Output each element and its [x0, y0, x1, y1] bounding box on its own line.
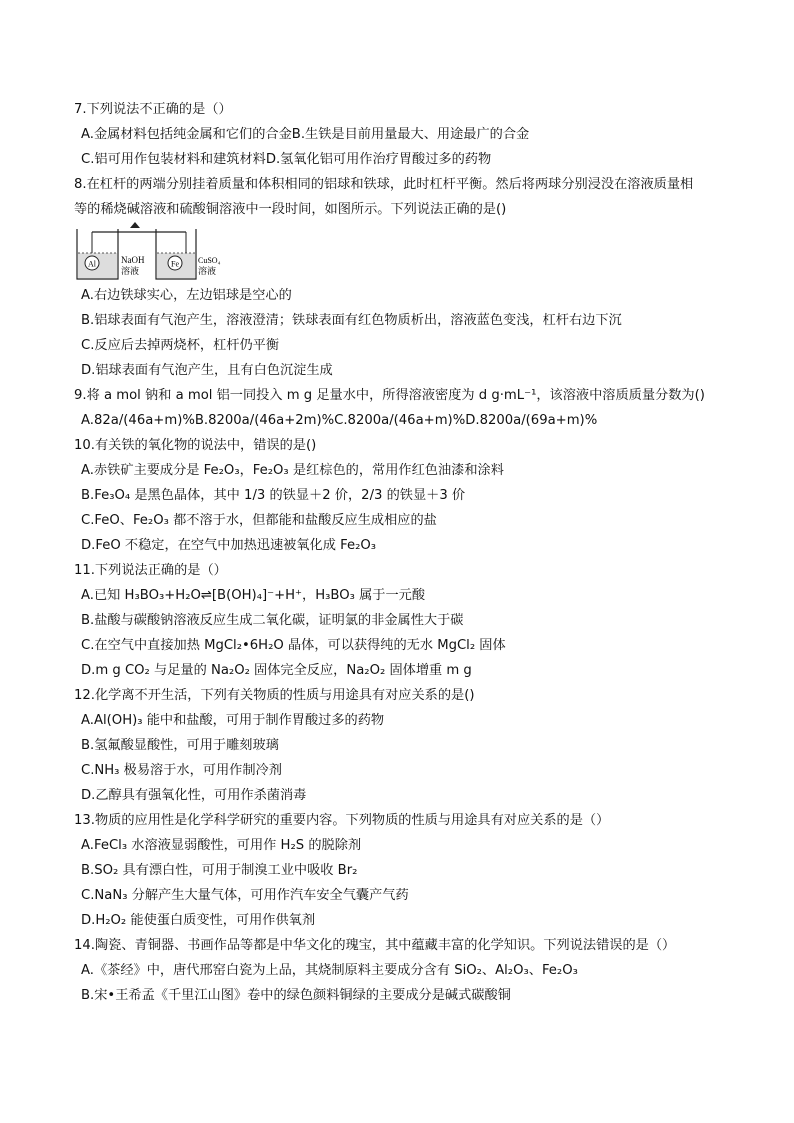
question-14-option-a: A.《茶经》中，唐代邢窑白瓷为上品，其烧制原料主要成分含有 SiO₂、Al₂O₃、Fe₂O₃ — [81, 963, 578, 978]
question-11-option-b: B.盐酸与碳酸钠溶液反应生成二氧化碳，证明氯的非金属性大于碳 — [81, 613, 464, 628]
right-ball-label: Fe — [171, 259, 179, 269]
question-11-option-d: D.m g CO₂ 与足量的 Na₂O₂ 固体完全反应，Na₂O₂ 固体增重 m g — [81, 663, 472, 678]
question-8-stem: 8.在杠杆的两端分别挂着质量和体积相同的铝球和铁球，此时杠杆平衡。然后将两球分别浸没在溶液质量相 — [74, 177, 694, 192]
question-8-stem-continued: 等的稀烧碱溶液和硫酸铜溶液中一段时间，如图所示。下列说法正确的是() — [74, 202, 507, 217]
question-12-option-d: D.乙醇具有强氧化性，可用作杀菌消毒 — [81, 788, 307, 803]
question-8-option-b: B.铝球表面有气泡产生，溶液澄清；铁球表面有红色物质析出，溶液蓝色变浅，杠杆右边下沉 — [81, 313, 622, 328]
question-11-option-a: A.已知 H₃BO₃+H₂O⇌[B(OH)₄]⁻+H⁺，H₃BO₃ 属于一元酸 — [81, 588, 426, 603]
left-solution-label-2: 溶液 — [121, 266, 140, 276]
question-11-stem: 11.下列说法正确的是（） — [74, 563, 227, 578]
question-12-option-a: A.Al(OH)₃ 能中和盐酸，可用于制作胃酸过多的药物 — [81, 713, 385, 728]
question-13-option-d: D.H₂O₂ 能使蛋白质变性，可用作供氧剂 — [81, 913, 316, 928]
question-10-option-c: C.FeO、Fe₂O₃ 都不溶于水，但都能和盐酸反应生成相应的盐 — [81, 513, 437, 528]
left-solution-label: NaOH — [121, 255, 145, 265]
question-12-stem: 12.化学离不开生活，下列有关物质的性质与用途具有对应关系的是() — [74, 688, 475, 703]
question-10-option-a: A.赤铁矿主要成分是 Fe₂O₃，Fe₂O₃ 是红棕色的，常用作红色油漆和涂料 — [81, 463, 504, 478]
fulcrum-icon — [130, 222, 140, 228]
question-12-option-c: C.NH₃ 极易溶于水，可用作制冷剂 — [81, 763, 282, 778]
lever-beaker-diagram — [74, 219, 304, 283]
question-9-options: A.82a/(46a+m)%B.8200a/(46a+2m)%C.8200a/(46a+m)%D.8200a/(69a+m)% — [81, 413, 598, 428]
question-13-option-b: B.SO₂ 具有漂白性，可用于制溴工业中吸收 Br₂ — [81, 863, 358, 878]
question-13-stem: 13.物质的应用性是化学科学研究的重要内容。下列物质的性质与用途具有对应关系的是（） — [74, 813, 610, 828]
question-7-stem: 7.下列说法不正确的是（） — [74, 102, 232, 117]
question-14-stem: 14.陶瓷、青铜器、书画作品等都是中华文化的瑰宝，其中蕴藏丰富的化学知识。下列说法错误的是（） — [74, 938, 676, 953]
question-10-option-d: D.FeO 不稳定，在空气中加热迅速被氧化成 Fe₂O₃ — [81, 538, 377, 553]
question-7-option-cd: C.铝可用作包装材料和建筑材料D.氢氧化铝可用作治疗胃酸过多的药物 — [81, 152, 492, 167]
question-13-option-c: C.NaN₃ 分解产生大量气体，可用作汽车安全气囊产气药 — [81, 888, 409, 903]
question-13-option-a: A.FeCl₃ 水溶液显弱酸性，可用作 H₂S 的脱除剂 — [81, 838, 362, 853]
question-8-option-a: A.右边铁球实心，左边铝球是空心的 — [81, 288, 292, 303]
right-solution-label-2: 溶液 — [198, 266, 217, 276]
question-14-option-b: B.宋•王希孟《千里江山图》卷中的绿色颜料铜绿的主要成分是碱式碳酸铜 — [81, 988, 511, 1003]
right-solution-label: CuSO₄ — [198, 256, 221, 265]
question-10-stem: 10.有关铁的氧化物的说法中，错误的是() — [74, 438, 317, 453]
question-8-option-d: D.铝球表面有气泡产生，且有白色沉淀生成 — [81, 363, 333, 378]
left-ball-label: Al — [88, 259, 96, 269]
question-9-stem: 9.将 a mol 钠和 a mol 铝一同投入 m g 足量水中，所得溶液密度为 d g·mL⁻¹，该溶液中溶质质量分数为() — [74, 388, 705, 403]
question-10-option-b: B.Fe₃O₄ 是黑色晶体，其中 1/3 的铁显＋2 价，2/3 的铁显＋3 价 — [81, 488, 466, 503]
question-11-option-c: C.在空气中直接加热 MgCl₂•6H₂O 晶体，可以获得纯的无水 MgCl₂ 固体 — [81, 638, 506, 653]
question-8-option-c: C.反应后去掉两烧杯，杠杆仍平衡 — [81, 338, 280, 353]
question-7-option-ab: A.金属材料包括纯金属和它们的合金B.生铁是目前用量最大、用途最广的合金 — [81, 127, 530, 142]
question-12-option-b: B.氢氟酸显酸性，可用于雕刻玻璃 — [81, 738, 279, 753]
